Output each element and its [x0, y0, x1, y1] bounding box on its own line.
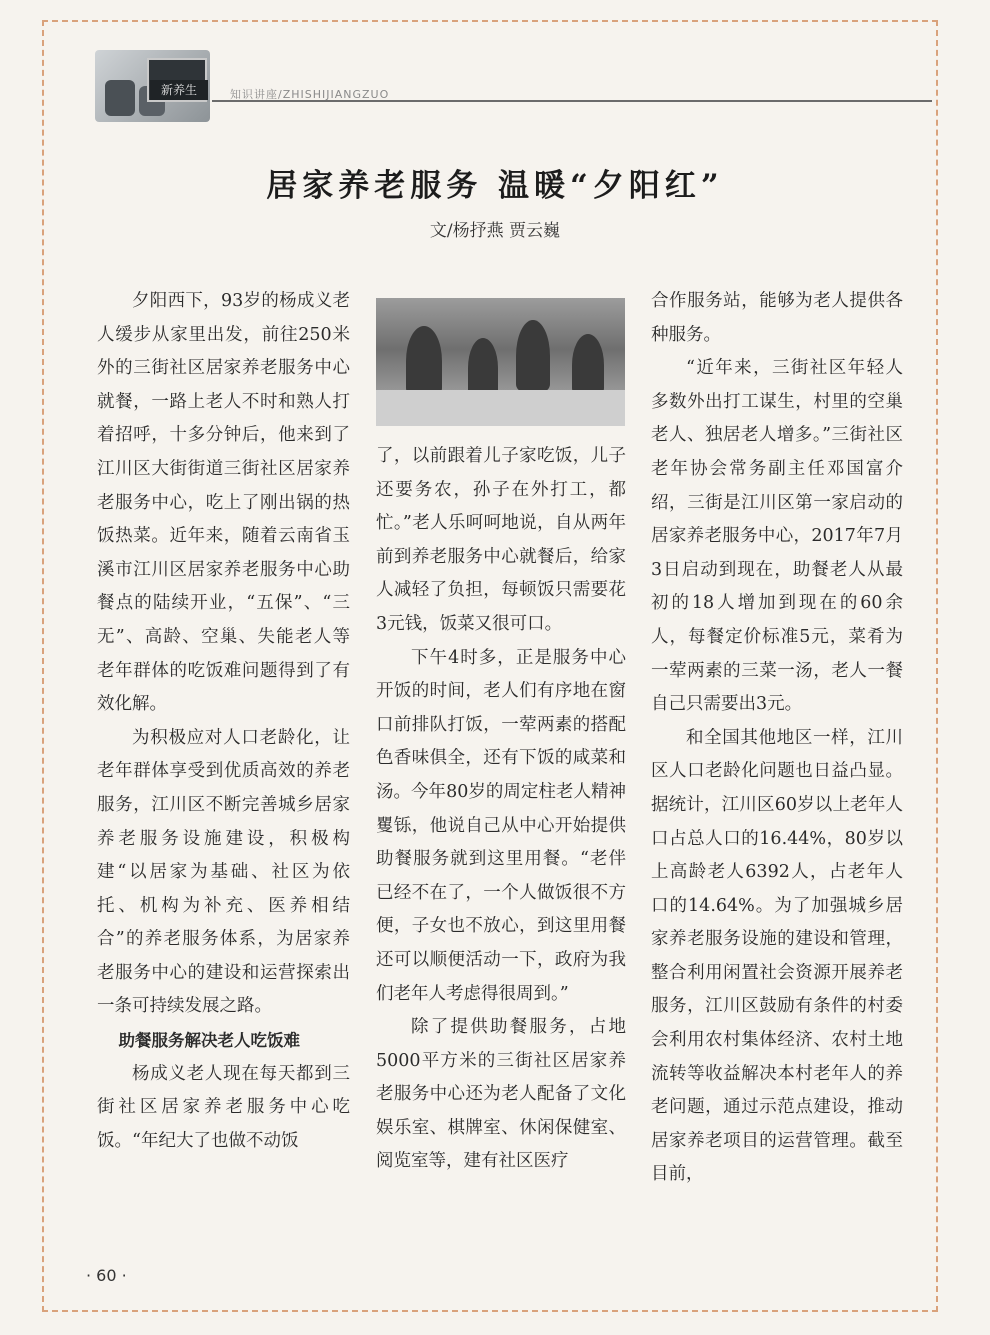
photo-figure: [572, 334, 604, 396]
photo-table: [376, 390, 625, 426]
article-photo: [376, 298, 625, 426]
column-2: [376, 440, 626, 1179]
brand-label: 新养生: [150, 80, 208, 100]
paragraph: 和全国其他地区一样，江川区人口老龄化问题也日益凸显。据统计，江川区60岁以上老年人口占总人口的16.44%，80岁以上高龄老人6392人，占老年人口的14.64%。为了加强城乡居家养老服务设施的建设和管理，整合利用闲置社会资源开展养老服务，江川区鼓励有条件的村委会利用农村集体经济、农村土地流转等收益解决本村老年人的养老问题，通过示范点建设，推动居家养老项目的运营管理。截至目前，: [651, 727, 903, 1185]
paragraph: “近年来，三街社区年轻人多数外出打工谋生，村里的空巢老人、独居老人增多。”三街社区老年协会常务副主任邓国富介绍，三街是江川区第一家启动的居家养老服务中心，2017年7月3日启动到现在，助餐老人从最初的18人增加到现在的60余人，每餐定价标准5元，菜肴为一荤两素的三菜一汤，老人一餐自己只需要出3元。: [651, 358, 903, 715]
article-title: 居家养老服务 温暖“夕阳红”: [266, 168, 724, 204]
paragraph: 杨成义老人现在每天都到三街社区居家养老服务中心吃饭。“年纪大了也做不动饭: [97, 1063, 350, 1151]
photo-figure: [468, 338, 498, 398]
paragraph: 夕阳西下，93岁的杨成义老人缓步从家里出发，前往250米外的三街社区居家养老服务中心就餐，一路上老人不时和熟人打着招呼，十多分钟后，他来到了江川区大街街道三街社区居家养老服务中心，吃上了刚出锅的热饭热菜。近年来，随着云南省玉溪市江川区居家养老服务中心助餐点的陆续开业，“五保”、“三无”、高龄、空巢、失能老人等老年群体的吃饭难问题得到了有效化解。: [97, 291, 350, 715]
photo-figure: [406, 326, 442, 396]
jar-shape: [105, 80, 135, 116]
header-rule: [212, 100, 932, 102]
column-3: [651, 285, 903, 1192]
paragraph: 为积极应对人口老龄化，让老年群体享受到优质高效的养老服务，江川区不断完善城乡居家养老服务设施建设，积极构建“以居家为基础、社区为依托、机构为补充、医养相结合”的养老服务体系，为居家养老服务中心的建设和运营探索出一条可持续发展之路。: [97, 727, 350, 1017]
article-byline: 文/杨抒燕 贾云巍: [429, 221, 561, 241]
paragraph: 了，以前跟着儿子家吃饭，儿子还要务农，孙子在外打工，都忙。”老人乐呵呵地说，自从两年前到养老服务中心就餐后，给家人减轻了负担，每顿饭只需要花3元钱，饭菜又很可口。: [376, 446, 626, 634]
column-1: [97, 285, 350, 1158]
paragraph: 合作服务站，能够为老人提供各种服务。: [651, 291, 903, 345]
section-subhead: 助餐服务解决老人吃饭难: [118, 1031, 300, 1051]
paragraph: 除了提供助餐服务，占地5000平方米的三街社区居家养老服务中心还为老人配备了文化娱乐室、棋牌室、休闲保健室、阅览室等，建有社区医疗: [376, 1017, 626, 1172]
photo-figure: [516, 320, 550, 392]
paragraph: 下午4时多，正是服务中心开饭的时间，老人们有序地在窗口前排队打饭，一荤两素的搭配色香味俱全，还有下饭的咸菜和汤。今年80岁的周定柱老人精神矍铄，他说自己从中心开始提供助餐服务就到这里用餐。“老伴已经不在了，一个人做饭很不方便，子女也不放心，到这里用餐还可以顺便活动一下，政府为我们老年人考虑得很周到。”: [376, 647, 626, 1004]
running-header: 知识讲座/ZHISHIJIANGZUO: [230, 88, 390, 101]
page-number: · 60 ·: [86, 1266, 127, 1285]
